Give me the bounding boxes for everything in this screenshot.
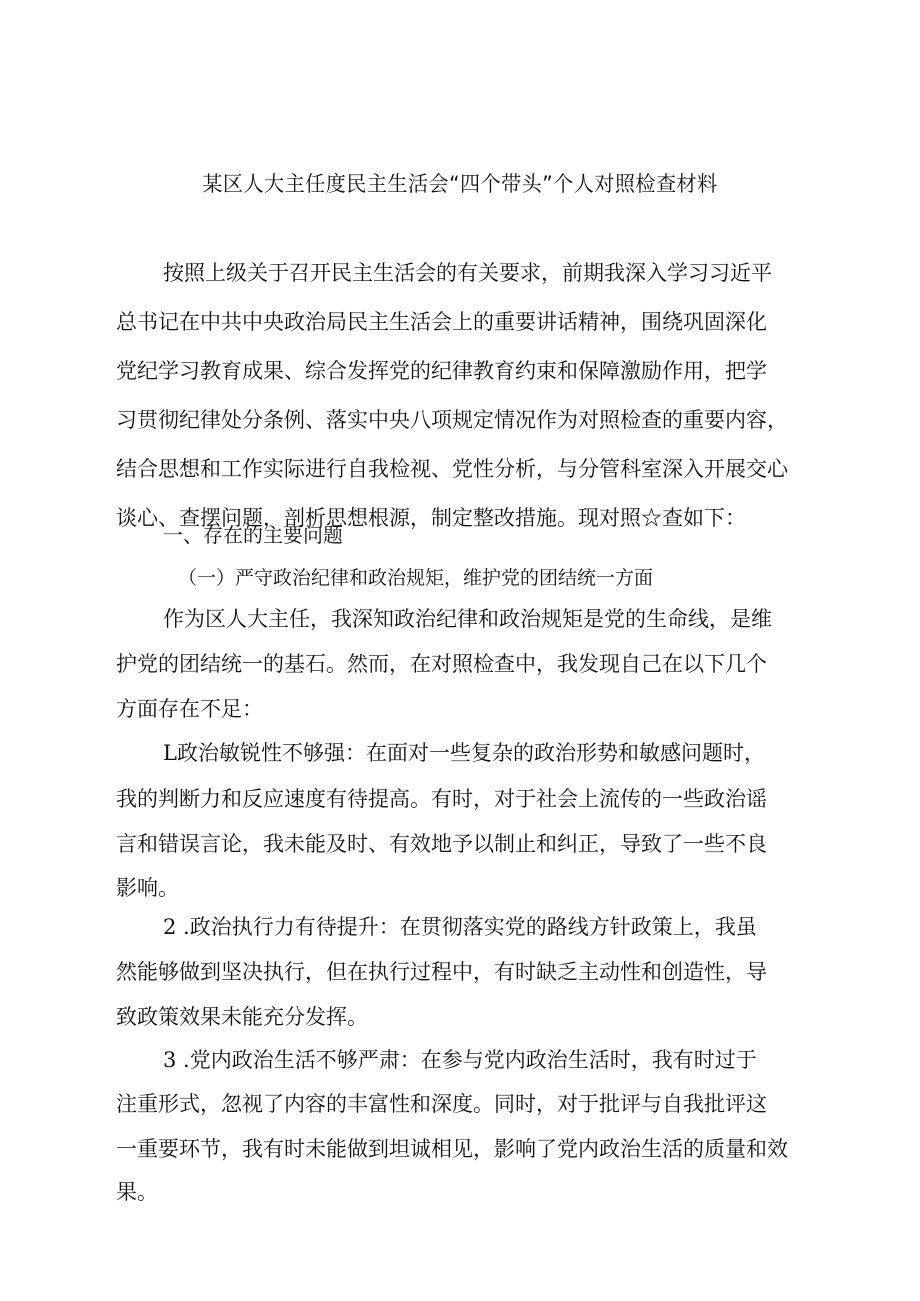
- item1-line: 影响。: [116, 876, 179, 900]
- item2-line: 致政策效果未能充分发挥。: [116, 1005, 368, 1029]
- item2-line: 然能够做到坚决执行，但在执行过程中，有时缺乏主动性和创造性，导: [116, 960, 767, 984]
- item3-line: 注重形式，忽视了内容的丰富性和深度。同时，对于批评与自我批评这: [116, 1092, 767, 1116]
- para1-line: 作为区人大主任，我深知政治纪律和政治规矩是党的生命线，是维: [163, 607, 772, 631]
- item2-line: 2 .政治执行力有待提升：在贯彻落实党的路线方针政策上，我虽: [163, 915, 757, 939]
- intro-line: 谈心、查摆问题，剖析思想根源，制定整改措施。现对照☆查如下：: [116, 506, 746, 530]
- item3-line: 果。: [116, 1180, 158, 1204]
- item1-line: L政治敏锐性不够强：在面对一些复杂的政治形势和敏感问题时，: [163, 741, 765, 765]
- section-heading: 一、存在的主要问题: [163, 523, 343, 547]
- document-title: 某区人大主任度民主生活会“四个带头”个人对照检查材料: [202, 172, 718, 196]
- item3-line: 3 .党内政治生活不够严肃：在参与党内政治生活时，我有时过于: [163, 1048, 757, 1072]
- item1-line: 我的判断力和反应速度有待提高。有时，对于社会上流传的一些政治谣: [116, 787, 767, 811]
- item1-line: 言和错误言论，我未能及时、有效地予以制止和纠正，导致了一些不良: [116, 832, 767, 856]
- intro-line: 党纪学习教育成果、综合发挥党的纪律教育约束和保障激励作用，把学: [116, 359, 767, 383]
- para1-line: 护党的团结统一的基石。然而，在对照检查中，我发现自己在以下几个: [116, 652, 767, 676]
- subsection-heading: （一）严守政治纪律和政治规矩，维护党的团结统一方面: [178, 567, 654, 589]
- intro-line: 总书记在中共中央政治局民主生活会上的重要讲话精神，围绕巩固深化: [116, 310, 767, 334]
- item3-line: 一重要环节，我有时未能做到坦诚相见，影响了党内政治生活的质量和效: [116, 1137, 788, 1161]
- intro-line: 习贯彻纪律处分条例、落实中央八项规定情况作为对照检查的重要内容，: [116, 408, 788, 432]
- intro-line: 结合思想和工作实际进行自我检视、党性分析，与分管科室深入开展交心: [116, 457, 788, 481]
- intro-line: 按照上级关于召开民主生活会的有关要求，前期我深入学习习近平: [163, 261, 772, 285]
- para1-line: 方面存在不足：: [116, 697, 263, 721]
